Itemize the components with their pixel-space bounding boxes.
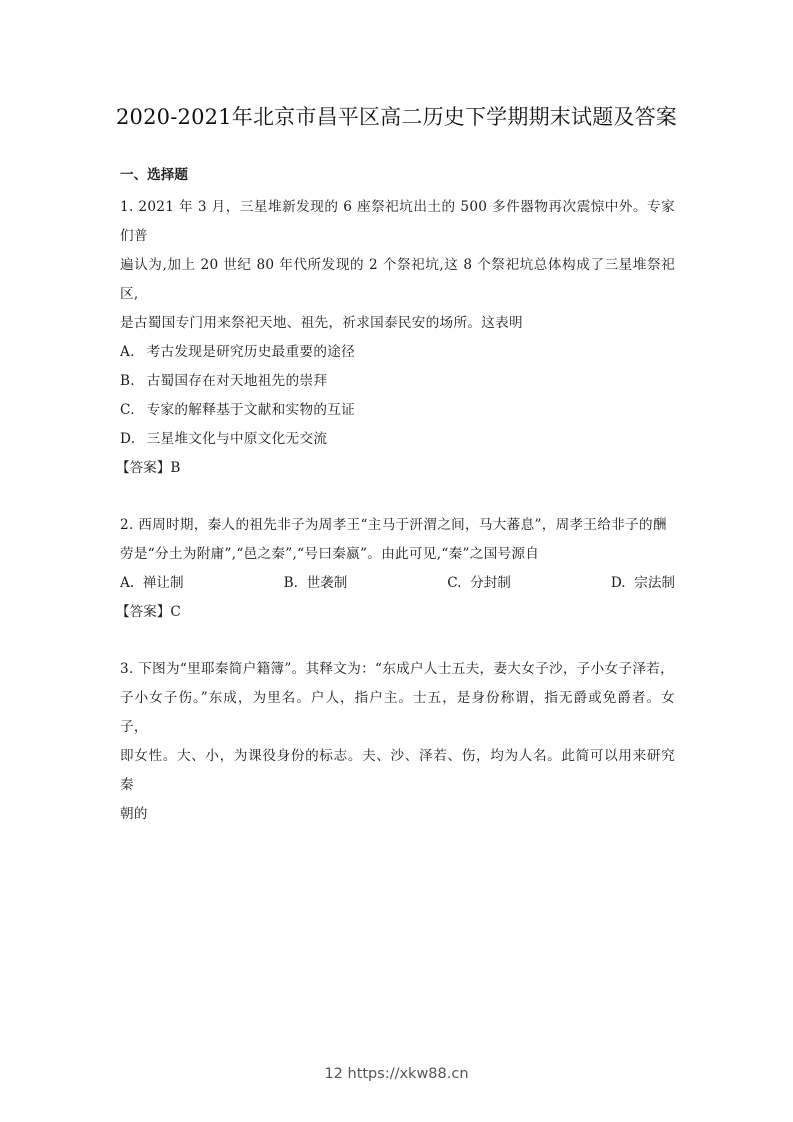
option-label: A.	[120, 344, 135, 360]
question-1	[116, 193, 675, 483]
answer: 【答案】B	[116, 460, 181, 476]
section-heading: 一、选择题	[120, 167, 188, 183]
option-label: C.	[447, 575, 462, 591]
option-label: B.	[120, 373, 135, 389]
option-label: D.	[610, 575, 626, 591]
option-d	[611, 569, 675, 598]
option-a	[120, 569, 284, 598]
question-2	[116, 511, 676, 627]
option-text: 古蜀国存在对天地祖先的崇拜	[146, 373, 328, 389]
option-label: B.	[283, 575, 298, 591]
option-label: C.	[120, 402, 135, 418]
spacer	[120, 483, 675, 511]
option-text: 三星堆文化与中原文化无交流	[146, 431, 328, 447]
option-text: 分封制	[470, 575, 511, 591]
option-text: 禅让制	[142, 575, 184, 591]
question-3	[120, 655, 675, 829]
question-stem-line: 3. 下图为“里耶秦简户籍簿”。其释文为：“东成户人士五夫，妻大女子沙，子小女子泽若，	[120, 661, 675, 677]
option-c	[120, 396, 675, 425]
option-text: 专家的解释基于文献和实物的互证	[146, 402, 356, 418]
option-a	[120, 338, 675, 367]
question-stem-line: 劳是“分土为附庸”,“邑之秦”,“号曰秦嬴”。由此可见,“秦”之国号源自	[120, 546, 540, 562]
option-b	[120, 367, 675, 396]
page-title: 2020-2021年北京市昌平区高二历史下学期期末试题及答案	[116, 105, 677, 129]
question-stem-line: 即女性。大、小，为课役身份的标志。夫、沙、泽若、伤，均为人名。此简可以用来研究秦	[120, 748, 675, 793]
page-footer	[0, 1066, 793, 1082]
option-text: 考古发现是研究历史最重要的途径	[146, 344, 356, 360]
page-number: 12	[324, 1066, 343, 1082]
question-stem-line: 2. 西周时期，秦人的祖先非子为周孝王“主马于汧渭之间，马大蕃息”，周孝王给非子的酬	[120, 517, 667, 533]
option-b	[284, 569, 448, 598]
question-stem-line: 遍认为,加上 20 世纪 80 年代所发现的 2 个祭祀坑,这 8 个祭祀坑总体构成了三星堆祭祀区,	[120, 257, 675, 302]
question-stem-line: 是古蜀国专门用来祭祀天地、祖先，祈求国泰民安的场所。这表明	[120, 315, 523, 331]
question-stem-line: 子小女子伤。”东成，为里名。户人，指户主。士五，是身份称谓，指无爵或免爵者。女子，	[120, 690, 675, 735]
option-text: 宗法制	[634, 575, 676, 591]
source-url[interactable]: https://xkw88.cn	[347, 1066, 469, 1082]
question-stem-line: 1. 2021 年 3 月，三星堆新发现的 6 座祭祀坑出土的 500 多件器物再次震惊中外。专家们普	[120, 199, 675, 244]
option-c	[447, 569, 611, 598]
document-body	[116, 165, 676, 829]
options-row	[120, 569, 675, 598]
spacer	[120, 627, 675, 655]
option-label: D.	[120, 431, 136, 447]
option-text: 世袭制	[306, 575, 348, 591]
option-label: A.	[120, 575, 135, 591]
option-d	[120, 425, 675, 454]
answer: 【答案】C	[116, 604, 181, 620]
question-stem-line: 朝的	[120, 806, 148, 822]
